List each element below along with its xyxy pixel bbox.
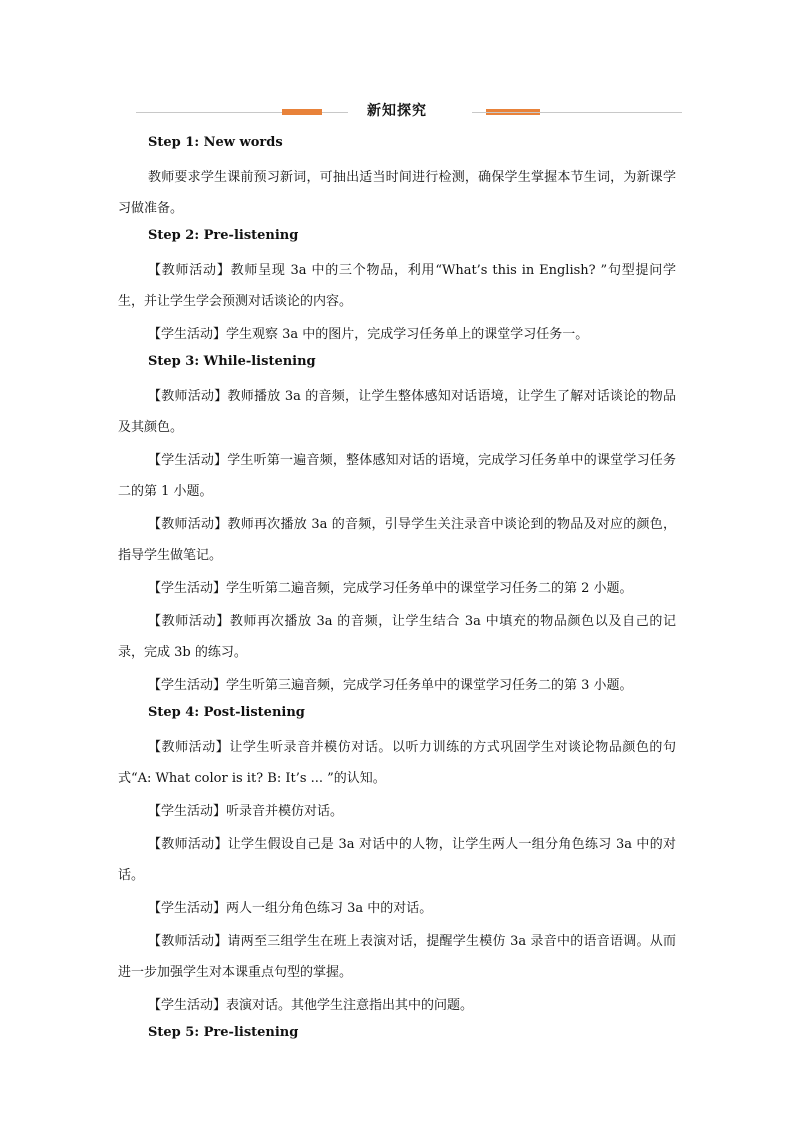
paragraph: 【教师活动】教师再次播放 3a 的音频，引导学生关注录音中谈论到的物品及对应的颜色，指导学生做笔记。 xyxy=(118,517,676,563)
section-title: 新知探究 xyxy=(367,103,427,119)
paragraph: 【学生活动】听录音并模仿对话。 xyxy=(148,804,344,819)
paragraph: 【学生活动】学生听第一遍音频，整体感知对话的语境，完成学习任务单中的课堂学习任务二的第 1 小题。 xyxy=(118,453,676,499)
paragraph: 【教师活动】让学生听录音并模仿对话。以听力训练的方式巩固学生对谈论物品颜色的句式“A: What color is it? B: It’s ... ”的认知。 xyxy=(118,740,676,786)
paragraph: 【教师活动】教师呈现 3a 中的三个物品，利用“What’s this in English? ”句型提问学生，并让学生学会预测对话谈论的内容。 xyxy=(118,263,676,309)
step-heading: Step 5: Pre-listening xyxy=(148,1025,299,1040)
paragraph: 【教师活动】教师播放 3a 的音频，让学生整体感知对话语境，让学生了解对话谈论的物品及其颜色。 xyxy=(118,389,676,435)
paragraph: 【学生活动】学生观察 3a 中的图片，完成学习任务单上的课堂学习任务一。 xyxy=(148,327,589,342)
paragraph: 【教师活动】教师再次播放 3a 的音频，让学生结合 3a 中填充的物品颜色以及自己的记录，完成 3b 的练习。 xyxy=(118,614,676,660)
paragraph: 【学生活动】学生听第三遍音频，完成学习任务单中的课堂学习任务二的第 3 小题。 xyxy=(148,678,633,693)
step-heading: Step 2: Pre-listening xyxy=(148,228,299,243)
section-header xyxy=(0,96,794,130)
header-rule-right xyxy=(472,112,682,113)
paragraph: 【教师活动】请两至三组学生在班上表演对话，提醒学生模仿 3a 录音中的语音语调。从而进一步加强学生对本课重点句型的掌握。 xyxy=(118,934,676,980)
step-heading: Step 3: While-listening xyxy=(148,354,316,369)
paragraph: 教师要求学生课前预习新词，可抽出适当时间进行检测，确保学生掌握本节生词，为新课学习做准备。 xyxy=(118,170,676,216)
document-body xyxy=(118,133,676,1052)
paragraph: 【学生活动】学生听第二遍音频，完成学习任务单中的课堂学习任务二的第 2 小题。 xyxy=(148,581,633,596)
step-heading: Step 4: Post-listening xyxy=(148,705,305,720)
paragraph: 【学生活动】两人一组分角色练习 3a 中的对话。 xyxy=(148,901,433,916)
paragraph: 【教师活动】让学生假设自己是 3a 对话中的人物，让学生两人一组分角色练习 3a 中的对话。 xyxy=(118,837,676,883)
paragraph: 【学生活动】表演对话。其他学生注意指出其中的问题。 xyxy=(148,998,474,1013)
step-heading: Step 1: New words xyxy=(148,135,283,150)
